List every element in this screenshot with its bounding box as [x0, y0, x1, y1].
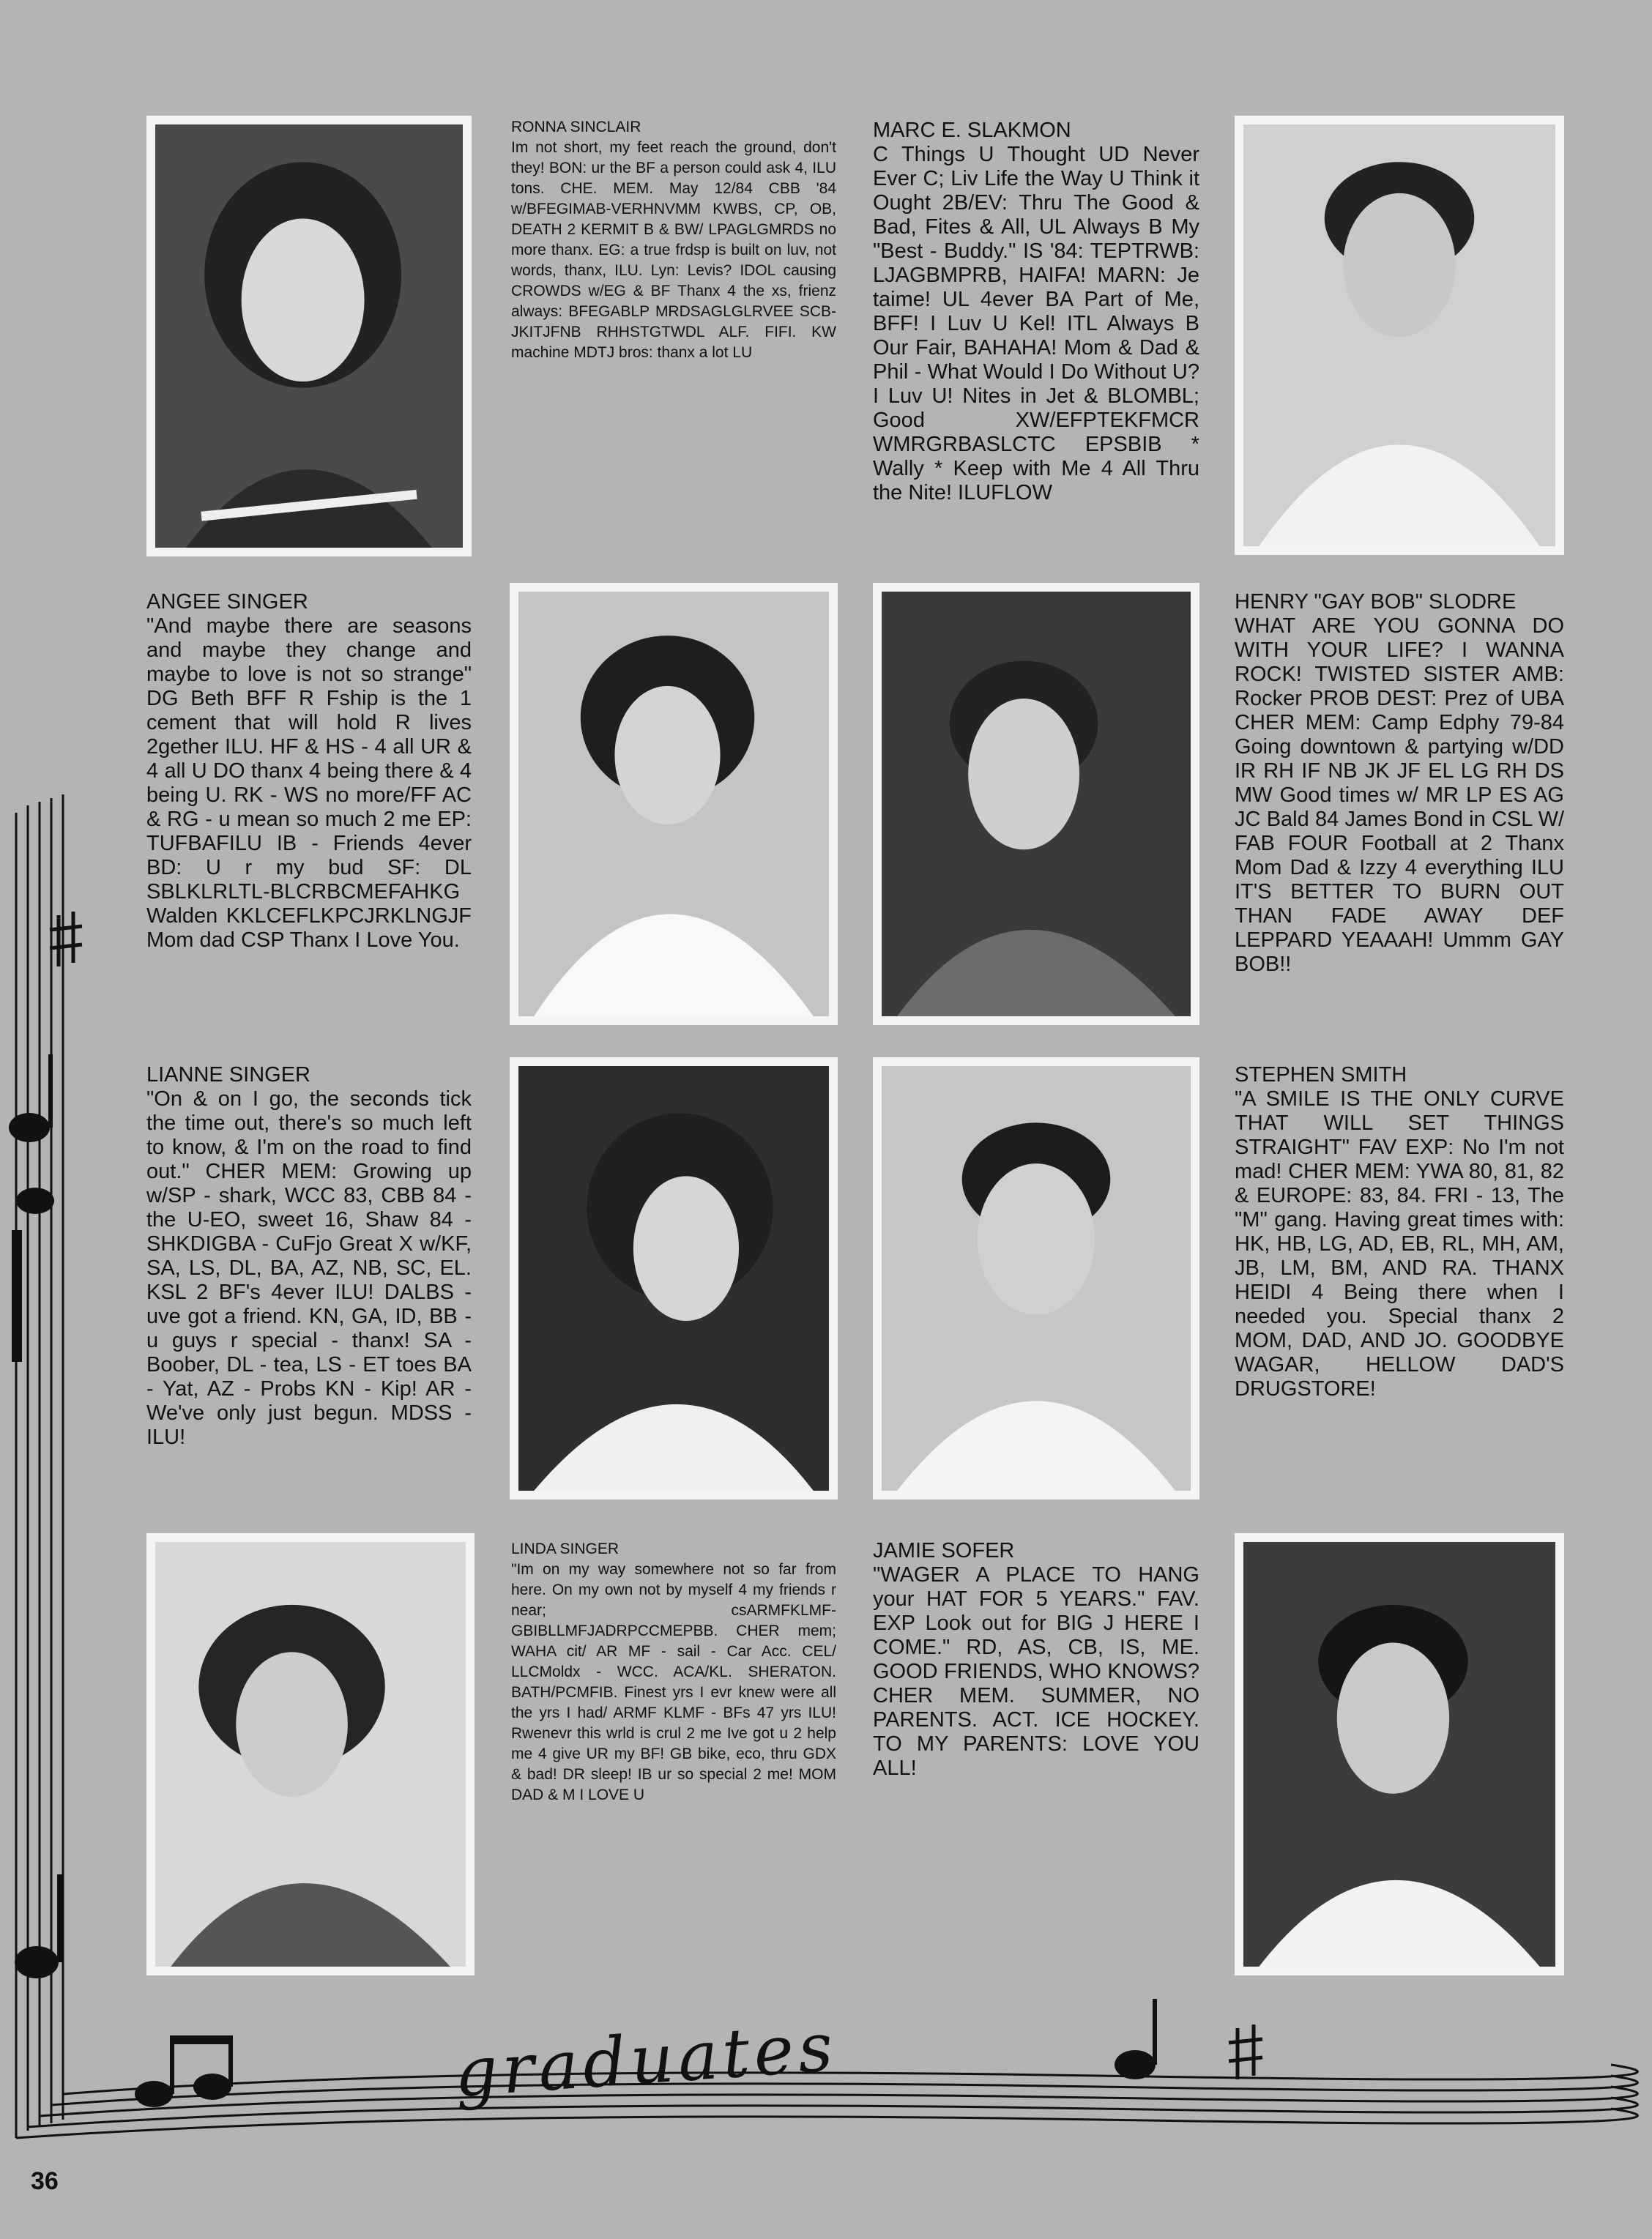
- portrait-marc-slakmon: [1235, 116, 1564, 555]
- entry-stephen-smith: [1235, 1063, 1564, 1401]
- student-name: JAMIE SOFER: [873, 1539, 1015, 1562]
- student-name: LIANNE SINGER: [146, 1063, 310, 1087]
- entry-ronna-sinclair: [511, 117, 836, 363]
- student-name: RONNA SINCLAIR: [511, 119, 641, 135]
- student-quote: "On & on I go, the seconds tick the time out, there's so much left to know, & I'm on the road to find out." CHER MEM: Growing up w/SP - shark, WCC 83, CBB 84 - the U-EO, sweet 16, Shaw 84 - SHKDIGBA - CuFjo Great X w/KF, SA, LS, DL, BA, AZ, NB, SC, EL. KSL 2 BF's 4ever ILU! DALBS - uve got a friend. KN, GA, ID, BB - u guys r special - thanx! SA - Boober, DL - tea, LS - ET toes BA - Yat, AZ - Probs KN - Kip! AR - We've only just begun. MDSS - ILU!: [146, 1087, 472, 1449]
- student-name: MARC E. SLAKMON: [873, 119, 1071, 142]
- student-name: HENRY "GAY BOB" SLODRE: [1235, 590, 1517, 614]
- graduates-script-title: graduates: [451, 2007, 840, 2113]
- portrait-linda-singer: [146, 1533, 475, 1975]
- entry-lianne-singer: [146, 1063, 472, 1450]
- portrait-ronna-sinclair: [146, 116, 472, 556]
- entry-henry-slodre: [1235, 590, 1564, 977]
- portrait-henry-slodre: [873, 583, 1199, 1025]
- entry-jamie-sofer: [873, 1539, 1199, 1781]
- portrait-lianne-singer: [510, 1057, 838, 1500]
- student-name: ANGEE SINGER: [146, 590, 308, 614]
- portrait-stephen-smith: [873, 1057, 1199, 1500]
- student-quote: "And maybe there are seasons and maybe they change and maybe to love is not so strange" DG Beth BFF R Fship is the 1 cement that will hold R lives 2gether ILU. HF & HS - 4 all UR & 4 all U DO thanx 4 being there & 4 being U. RK - WS no more/FF AC & RG - u mean so much 2 me EP: TUFBAFILU IB - Friends 4ever BD: U r my bud SF: DL SBLKLRLTL-BLCRBCMEFAHKG Walden KKLCEFLKPCJRKLNGJF Mom dad CSP Thanx I Love You.: [146, 614, 472, 952]
- portrait-jamie-sofer: [1235, 1533, 1564, 1975]
- student-quote: WHAT ARE YOU GONNA DO WITH YOUR LIFE? I WANNA ROCK! TWISTED SISTER AMB: Rocker PROB DEST: Prez of UBA CHER MEM: Camp Edphy 79-84 Going downtown & partying w/DD IR RH IF NB JK JF EL LG RH DS MW Good times w/ MR LP ES AG JC Bald 84 James Bond in CSL W/ FAB FOUR Football at 2 Thanx Mom Dad & Izzy 4 everything ILU IT'S BETTER TO BURN OUT THAN FADE AWAY DEF LEPPARD YEAAAH! Ummm GAY BOB!!: [1235, 614, 1564, 976]
- portrait-angee-singer: [510, 583, 838, 1025]
- page-number: 36: [31, 2167, 59, 2195]
- student-name: LINDA SINGER: [511, 1541, 620, 1557]
- student-quote: "A SMILE IS THE ONLY CURVE THAT WILL SET THINGS STRAIGHT" FAV EXP: No I'm not mad! CHER MEM: YWA 80, 81, 82 & EUROPE: 83, 84. FRI - 13, The "M" gang. Having great times with: HK, HB, LG, AD, EB, RL, MH, AM, JB, LM, BM, AND RA. THANX HEIDI 4 Being there when I needed you. Special thanx 2 MOM, DAD, AND JO. GOODBYE WAGAR, HELLOW DAD'S DRUGSTORE!: [1235, 1087, 1564, 1401]
- student-quote: "Im on my way somewhere not so far from here. On my own not by myself 4 my friends r near; csARMFKLMF-GBIBLLMFJADRPCCMEPBB. CHER mem; WAHA cit/ AR MF - sail - Car Acc. CEL/ LLCMoldx - WCC. ACA/KL. SHERATON. BATH/PCMFIB. Finest yrs I evr knew were all the yrs I had/ ARMF KLMF - BFs 47 yrs ILU! Rwenevr this wrld is crul 2 me Ive got u 2 help me 4 give UR my BF! GB bike, eco, thru GDX & bad! DR sleep! IB ur so special 2 me! MOM DAD & M I LOVE U: [511, 1561, 836, 1803]
- student-quote: C Things U Thought UD Never Ever C; Liv Life the Way U Think it Ought 2B/EV: Thru The Good & Bad, Fites & All, UL Always B My "Best - Buddy." IS '84: TEPTRWB: LJAGBMPRB, HAIFA! MARN: Je taime! UL 4ever BA Part of Me, BFF! I Luv U Kel! ITL Always B Our Fair, BAHAHA! Mom & Dad & Phil - What Would I Do Without U? I Luv U! Nites in Jet & BLOMBL; Good XW/EFPTEKFMCR WMRGRBASLCTC EPSBIB * Wally * Keep with Me 4 All Thru the Nite! ILUFLOW: [873, 143, 1199, 504]
- entry-marc-slakmon: [873, 119, 1199, 505]
- student-quote: Im not short, my feet reach the ground, don't they! BON: ur the BF a person could ask 4, ILU tons. CHE. MEM. May 12/84 CBB '84 w/BFEGIMAB-VERHNVMM KWBS, CP, OB, DEATH 2 KERMIT B & BW/ LPAGLGMRDS no more thanx. EG: a true frdsp is built on luv, not words, thanx, ILU. Lyn: Levis? IDOL causing CROWDS w/EG & BF Thanx 4 the xs, frienz always: BFEGABLP MRDSAGLGLRVEE SCB-JKITJFNB RHHSTGTWDL ALF. FIFI. KW machine MDTJ bros: thanx a lot LU: [511, 139, 836, 361]
- student-name: STEPHEN SMITH: [1235, 1063, 1407, 1087]
- entry-linda-singer: [511, 1539, 836, 1806]
- student-quote: "WAGER A PLACE TO HANG your HAT FOR 5 YEARS." FAV. EXP Look out for BIG J HERE I COME." RD, AS, CB, IS, ME. GOOD FRIENDS, WHO KNOWS? CHER MEM. SUMMER, NO PARENTS. ACT. ICE HOCKEY. TO MY PARENTS: LOVE YOU ALL!: [873, 1563, 1199, 1780]
- entry-angee-singer: [146, 590, 472, 953]
